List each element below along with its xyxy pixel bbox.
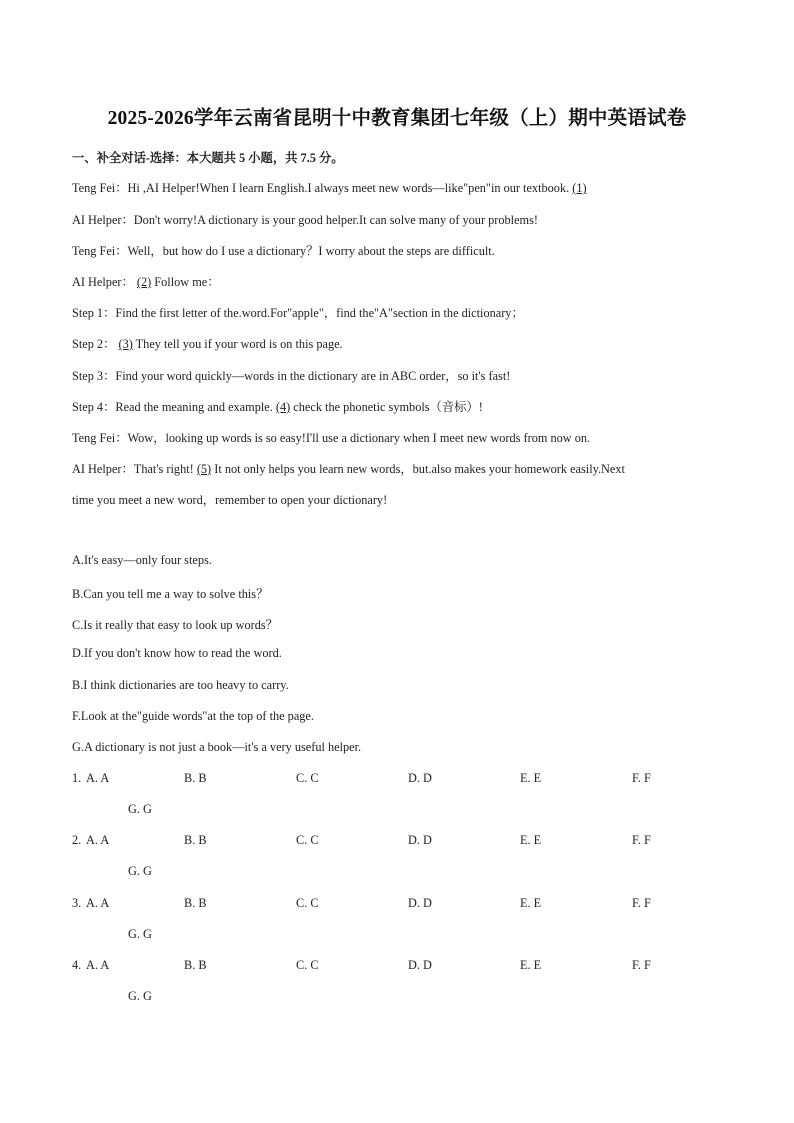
dialogue-text: Step 1：Find the first letter of the.word.For"apple"，find the"A"section in the dictionary； — [72, 306, 524, 320]
answer-blank[interactable]: (2) — [136, 275, 152, 289]
choice-option[interactable]: B. B — [184, 896, 207, 910]
dialogue-text: time you meet a new word，remember to open your dictionary! — [72, 493, 388, 507]
option-item: G.A dictionary is not just a book—it's a very useful helper. — [72, 740, 362, 754]
choice-option[interactable]: F. F — [632, 896, 651, 910]
option-item: A.It's easy—only four steps. — [72, 553, 212, 567]
dialogue-line — [72, 490, 387, 508]
answer-blank[interactable]: (4) — [275, 400, 291, 414]
choice-option[interactable]: A. A — [86, 833, 110, 847]
choice-option[interactable]: A. A — [86, 771, 110, 785]
answer-blank[interactable]: (5) — [196, 462, 212, 476]
answer-blank[interactable]: (3) — [118, 337, 133, 351]
choice-option[interactable]: C. C — [296, 833, 319, 847]
choice-option[interactable]: A. A — [86, 958, 110, 972]
option-item: B.Can you tell me a way to solve this？ — [72, 587, 269, 601]
choice-option[interactable]: C. C — [296, 771, 319, 785]
dialogue-line — [72, 241, 495, 259]
dialogue-text: check the phonetic symbols（音标）! — [290, 400, 483, 414]
dialogue-text: AI Helper：Don't worry!A dictionary is your good helper.It can solve many of your problems! — [72, 213, 538, 227]
dialogue-line — [72, 366, 510, 384]
dialogue-text: AI Helper： — [72, 275, 137, 289]
dialogue-text: AI Helper：That's right! — [72, 462, 197, 476]
dialogue-line — [72, 210, 538, 228]
dialogue-line — [72, 334, 343, 352]
choice-option[interactable]: E. E — [520, 958, 542, 972]
dialogue-text: Follow me： — [151, 275, 220, 289]
choice-option[interactable]: D. D — [408, 896, 432, 910]
choice-option[interactable]: G. G — [128, 802, 152, 816]
dialogue-text: It not only helps you learn new words，but.also makes your homework easily.Next — [211, 462, 625, 476]
dialogue-text: Teng Fei：Wow，looking up words is so easy!I'll use a dictionary when I meet new words from now on. — [72, 431, 591, 445]
choice-option[interactable]: B. B — [184, 958, 207, 972]
question-number: 3. — [72, 896, 82, 910]
dialogue-text: Step 3：Find your word quickly—words in the dictionary are in ABC order，so it's fast! — [72, 369, 511, 383]
choice-option[interactable]: B. B — [184, 833, 207, 847]
choice-option[interactable]: F. F — [632, 958, 651, 972]
option-item: B.I think dictionaries are too heavy to carry. — [72, 678, 289, 692]
choice-option[interactable]: A. A — [86, 896, 110, 910]
dialogue-line — [72, 459, 625, 477]
option-item: C.Is it really that easy to look up words？ — [72, 618, 278, 632]
choice-option[interactable]: E. E — [520, 833, 542, 847]
dialogue-line — [72, 303, 524, 321]
page-title: 2025-2026学年云南省昆明十中教育集团七年级（上）期中英语试卷 — [107, 108, 687, 129]
dialogue-text: Step 4：Read the meaning and example. — [72, 400, 276, 414]
dialogue-text: They tell you if your word is on this page. — [132, 337, 343, 351]
choice-option[interactable]: D. D — [408, 833, 432, 847]
choice-option[interactable]: E. E — [520, 771, 542, 785]
section-heading: 一、补全对话-选择：本大题共 5 小题，共 7.5 分。 — [72, 151, 344, 165]
choice-option[interactable]: B. B — [184, 771, 207, 785]
choice-option[interactable]: E. E — [520, 896, 542, 910]
choice-option[interactable]: C. C — [296, 958, 319, 972]
choice-option[interactable]: D. D — [408, 958, 432, 972]
dialogue-line — [72, 178, 587, 196]
answer-blank[interactable]: (1) — [572, 181, 587, 195]
choice-option[interactable]: G. G — [128, 989, 152, 1003]
choice-option[interactable]: F. F — [632, 771, 651, 785]
choice-option[interactable]: D. D — [408, 771, 432, 785]
dialogue-text: Teng Fei：Hi ,AI Helper!When I learn English.I always meet new words—like"pen"in our textbook. — [72, 181, 573, 195]
dialogue-line — [72, 397, 483, 415]
option-item: D.If you don't know how to read the word. — [72, 646, 282, 660]
choice-option[interactable]: G. G — [128, 864, 152, 878]
choice-option[interactable]: C. C — [296, 896, 319, 910]
question-number: 4. — [72, 958, 82, 972]
question-number: 1. — [72, 771, 82, 785]
option-item: F.Look at the"guide words"at the top of the page. — [72, 709, 314, 723]
dialogue-text: Step 2： — [72, 337, 119, 351]
dialogue-text: Teng Fei：Well，but how do I use a dictionary？I worry about the steps are difficult. — [72, 244, 495, 258]
choice-option[interactable]: F. F — [632, 833, 651, 847]
dialogue-line — [72, 428, 590, 446]
choice-option[interactable]: G. G — [128, 927, 152, 941]
question-number: 2. — [72, 833, 82, 847]
dialogue-line — [72, 272, 220, 290]
